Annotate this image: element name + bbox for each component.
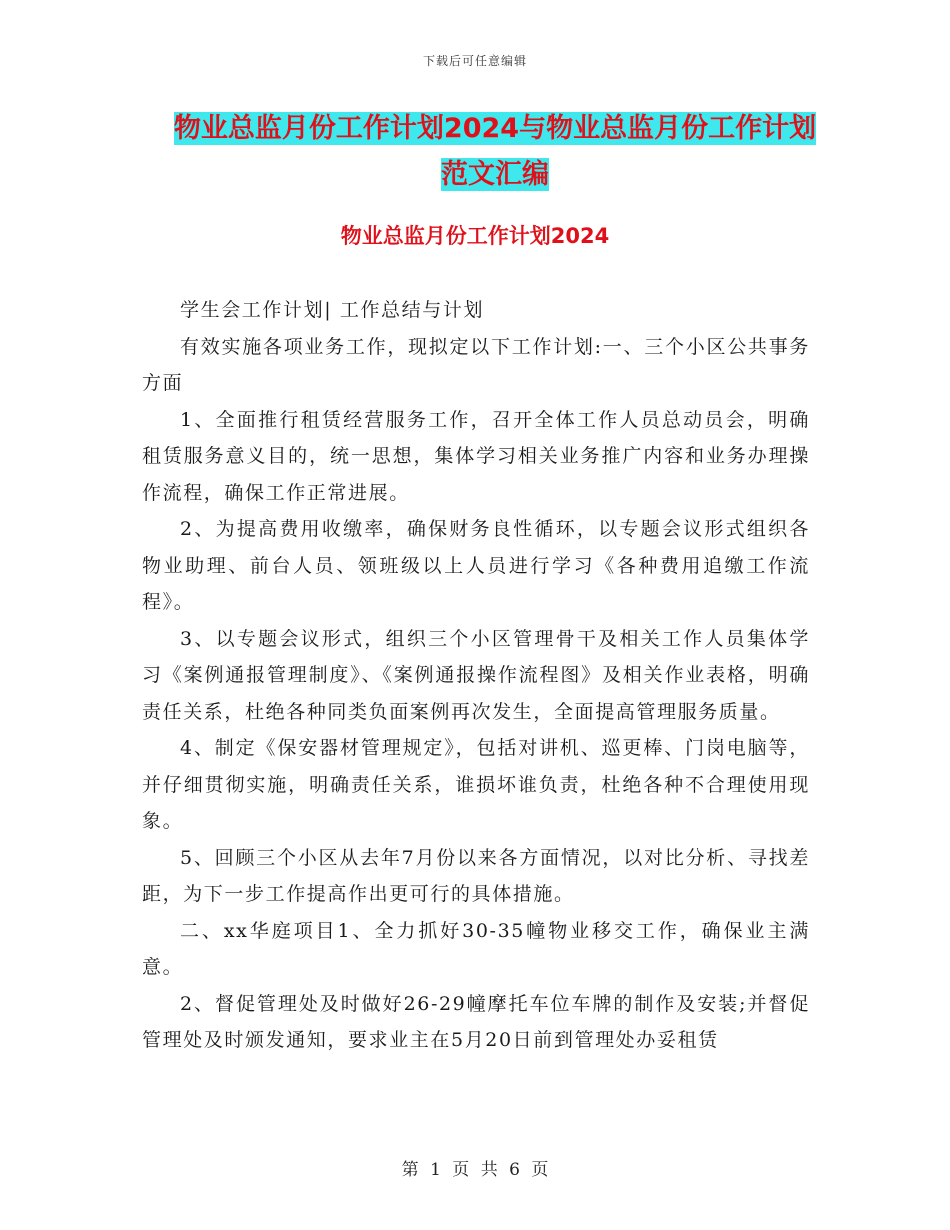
paragraph: 5、回顾三个小区从去年7月份以来各方面情况，以对比分析、寻找差距，为下一步工作提高作出更可行的具体措施。 [142,846,810,905]
paragraph: 2、督促管理处及时做好26-29幢摩托车位车牌的制作及安装;并督促管理处及时颁发通知，要求业主在5月20日前到管理处办妥租赁 [142,992,810,1051]
paragraph: 1、全面推行租赁经营服务工作，召开全体工作人员总动员会，明确租赁服务意义目的，统一思想，集体学习相关业务推广内容和业务办理操作流程，确保工作正常进展。 [142,408,810,504]
page-number-footer: 第 1 页 共 6 页 [401,1160,549,1180]
document-title-line-1: 物业总监月份工作计划2024与物业总监月份工作计划 [173,113,817,144]
paragraph: 学生会工作计划| 工作总结与计划 [180,299,485,321]
paragraph: 4、制定《保安器材管理规定》，包括对讲机、巡更棒、门岗电脑等，并仔细贯彻实施，明确责任关系，谁损坏谁负责，杜绝各种不合理使用现象。 [142,737,810,832]
paragraph: 二、xx华庭项目1、全力抓好30-35幢物业移交工作，确保业主满意。 [142,919,810,978]
paragraph: 有效实施各项业务工作，现拟定以下工作计划:一、三个小区公共事务方面 [142,335,810,394]
document-title-line-2: 范文汇编 [441,159,549,190]
page-header-note: 下载后可任意编辑 [422,54,527,68]
document-body [142,292,810,1059]
document-title [140,106,850,198]
paragraph: 2、为提高费用收缴率，确保财务良性循环，以专题会议形式组织各物业助理、前台人员、领班级以上人员进行学习《各种费用追缴工作流程》。 [142,518,810,613]
section-title: 物业总监月份工作计划2024 [340,224,610,248]
paragraph: 3、以专题会议形式，组织三个小区管理骨干及相关工作人员集体学习《案例通报管理制度》、《案例通报操作流程图》及相关作业表格，明确责任关系，杜绝各种同类负面案例再次发生，全面提高管理服务质量。 [142,627,810,723]
